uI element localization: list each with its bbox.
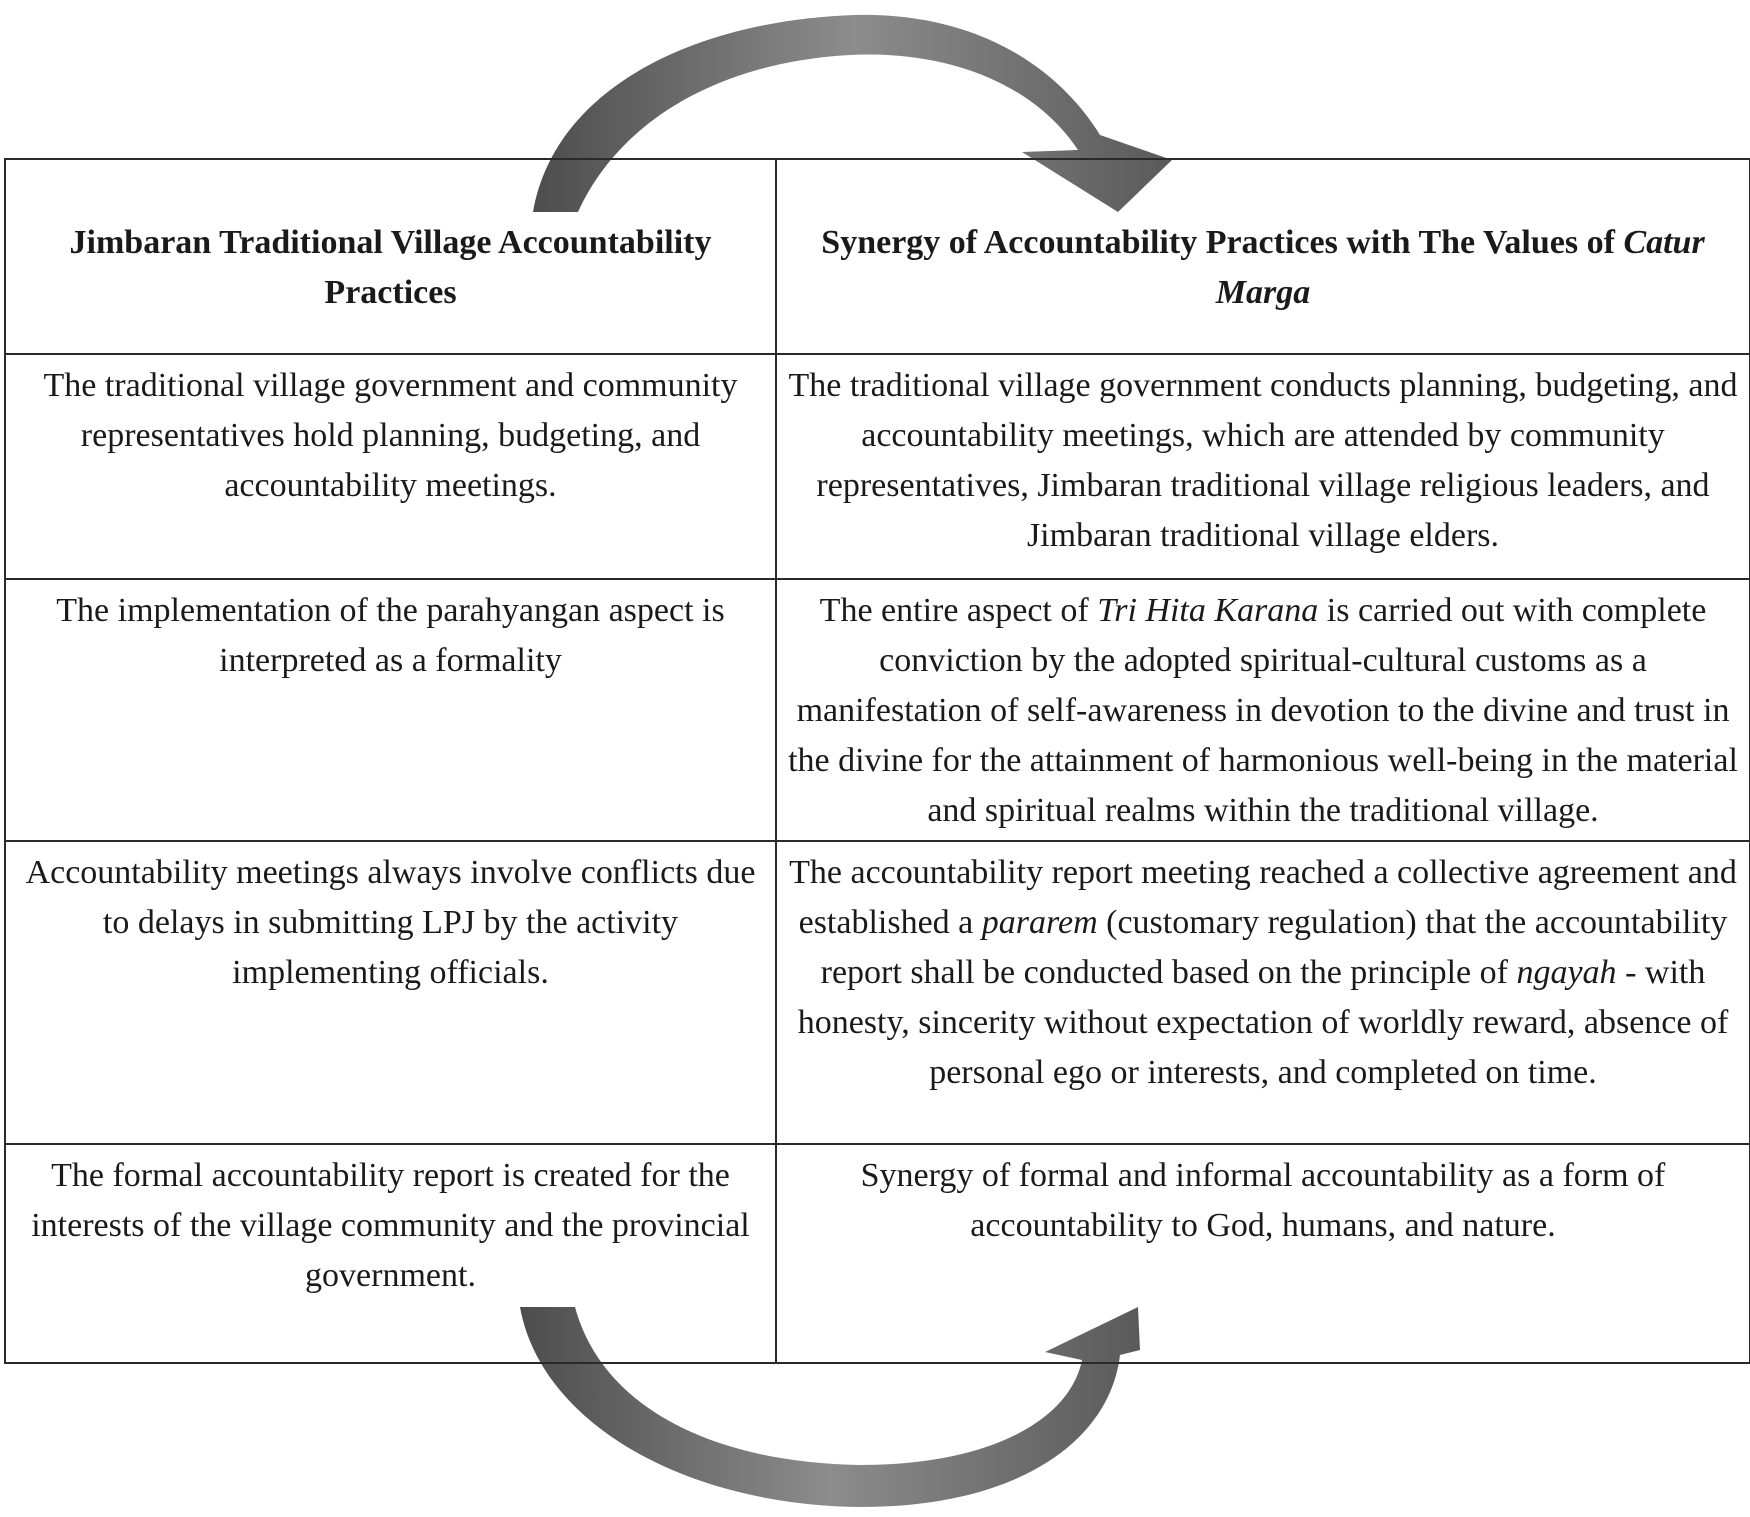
row-2-left-text: The implementation of the parahyangan aspect is interpreted as a formality <box>56 592 725 679</box>
row-3-right-part1: The accountability report meeting reached a collective agreement and established a <box>789 854 1737 941</box>
row-3-left-text: Accountability meetings always involve conflicts due to delays in submitting LPJ by the activity implementing officials. <box>25 854 756 991</box>
table-row <box>5 354 1750 579</box>
table-row <box>5 579 1750 841</box>
row-4-right <box>776 1144 1750 1363</box>
row-1-left <box>5 354 776 579</box>
row-4-left <box>5 1144 776 1363</box>
row-3-left <box>5 841 776 1144</box>
row-2-right-italic: Tri Hita Karana <box>1097 592 1319 629</box>
row-4-right-text: Synergy of formal and informal accountability as a form of accountability to God, humans, and nature. <box>860 1157 1666 1244</box>
row-4-left-text: The formal accountability report is created for the interests of the village community and the provincial government. <box>31 1157 750 1294</box>
header-right-text: Synergy of Accountability Practices with The Values of <box>821 223 1624 261</box>
row-3-right-part2: (customary regulation) that the accountability report shall be conducted based on the principle of <box>820 904 1728 991</box>
row-1-right <box>776 354 1750 579</box>
row-1-right-text: The traditional village government conducts planning, budgeting, and accountability meetings, which are attended by community representatives, Jimbaran traditional village religious leaders, and Jimbaran traditional village elders. <box>788 367 1738 554</box>
row-3-right-italic1: pararem <box>981 904 1098 941</box>
row-2-left <box>5 579 776 841</box>
row-2-right-part1: The entire aspect of <box>819 592 1098 629</box>
table-row <box>5 1144 1750 1363</box>
header-right <box>776 159 1750 354</box>
row-3-right <box>776 841 1750 1144</box>
row-3-right-part3: - with honesty, sincerity without expectation of worldly reward, absence of personal ego or interests, and completed on time. <box>797 954 1729 1091</box>
row-3-right-italic2: ngayah <box>1516 954 1617 991</box>
row-1-left-text: The traditional village government and community representatives hold planning, budgeting, and accountability meetings. <box>43 367 738 504</box>
table-row <box>5 841 1750 1144</box>
cycle-table <box>4 158 1750 1364</box>
row-2-right-part2: is carried out with complete conviction by the adopted spiritual-cultural customs as a manifestation of self-awareness in devotion to the divine and trust in the divine for the attainment of harmonious well-being in the material and spiritual realms within the traditional village. <box>788 592 1738 829</box>
header-left-text: Jimbaran Traditional Village Accountability Practices <box>69 223 712 311</box>
row-2-right <box>776 579 1750 841</box>
header-row <box>5 159 1750 354</box>
header-left <box>5 159 776 354</box>
header-right-italic: Catur Marga <box>1215 223 1705 311</box>
